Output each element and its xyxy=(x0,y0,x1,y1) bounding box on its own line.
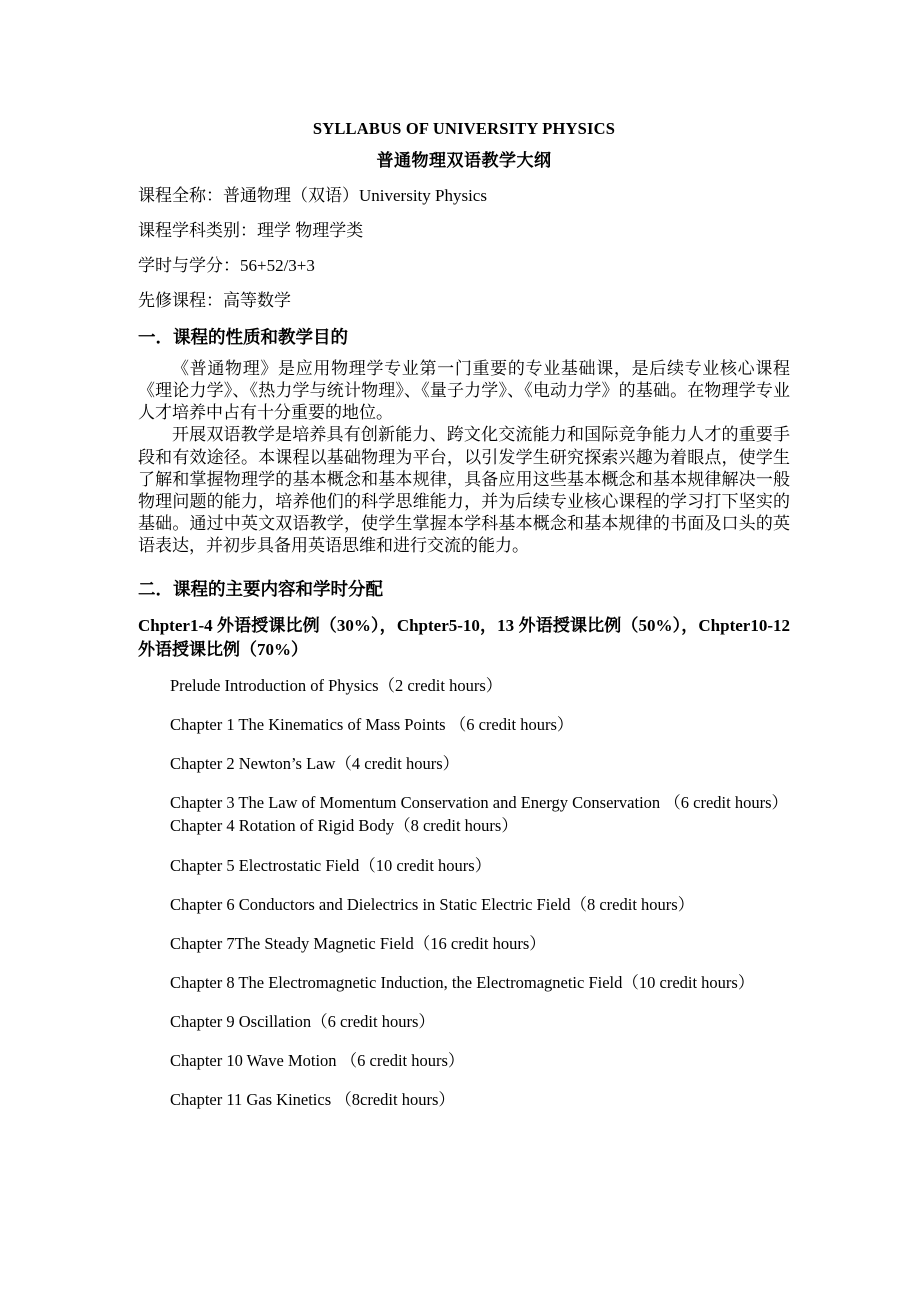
foreign-language-teaching-ratio: Chpter1-4 外语授课比例（30%），Chpter5-10，13 外语授课比例（50%），Chpter10-12 外语授课比例（70%） xyxy=(138,616,790,659)
list-item: Prelude Introduction of Physics（2 credit hours） xyxy=(170,675,503,695)
meta-hours-and-credits: 学时与学分：56+52/3+3 xyxy=(138,256,315,276)
list-item: Chapter 11 Gas Kinetics （8credit hours） xyxy=(170,1090,455,1110)
meta-course-discipline: 课程学科类别：理学 物理学类 xyxy=(138,221,364,241)
list-item: Chapter 4 Rotation of Rigid Body（8 credit hours） xyxy=(170,816,518,836)
meta-prerequisite-course: 先修课程：高等数学 xyxy=(138,291,291,311)
document-title-chinese: 普通物理双语教学大纲 xyxy=(376,151,552,171)
document-body xyxy=(138,118,790,1128)
section-one-paragraph-1: 《普通物理》是应用物理学专业第一门重要的专业基础课，是后续专业核心课程《理论力学》、《热力学与统计物理》、《量子力学》、《电动力学》的基础。在物理学专业人才培养中占有十分重要的地位。 xyxy=(138,359,790,423)
meta-course-full-name: 课程全称：普通物理（双语）University Physics xyxy=(138,186,487,206)
list-item: Chapter 7The Steady Magnetic Field（16 credit hours） xyxy=(170,933,546,953)
document-title-english: SYLLABUS OF UNIVERSITY PHYSICS xyxy=(312,119,616,138)
chapter-list xyxy=(138,675,790,1110)
list-item: Chapter 8 The Electromagnetic Induction, the Electromagnetic Field（10 credit hours） xyxy=(170,972,755,992)
list-item: Chapter 5 Electrostatic Field（10 credit hours） xyxy=(170,855,492,875)
section-one-paragraph-2: 开展双语教学是培养具有创新能力、跨文化交流能力和国际竞争能力人才的重要手段和有效途径。本课程以基础物理为平台，以引发学生研究探索兴趣为着眼点，使学生了解和掌握物理学的基本概念和基本规律，具备应用这些基本概念和基本规律解决一般物理问题的能力，培养他们的科学思维能力，并为后续专业核心课程的学习打下坚实的基础。通过中英文双语教学，使学生掌握本学科基本概念和基本规律的书面及口头的英语表达，并初步具备用英语思维和进行交流的能力。 xyxy=(138,425,790,555)
list-item: Chapter 6 Conductors and Dielectrics in Static Electric Field（8 credit hours） xyxy=(170,894,695,914)
list-item: Chapter 10 Wave Motion （6 credit hours） xyxy=(170,1051,465,1071)
list-item: Chapter 3 The Law of Momentum Conservation and Energy Conservation （6 credit hours） xyxy=(170,793,789,813)
list-item: Chapter 1 The Kinematics of Mass Points （6 credit hours） xyxy=(170,715,574,735)
section-heading-one: 一．课程的性质和教学目的 xyxy=(138,327,348,348)
list-item: Chapter 2 Newton’s Law（4 credit hours） xyxy=(170,754,460,774)
list-item: Chapter 9 Oscillation（6 credit hours） xyxy=(170,1011,435,1031)
section-heading-two: 二．课程的主要内容和学时分配 xyxy=(138,579,383,600)
